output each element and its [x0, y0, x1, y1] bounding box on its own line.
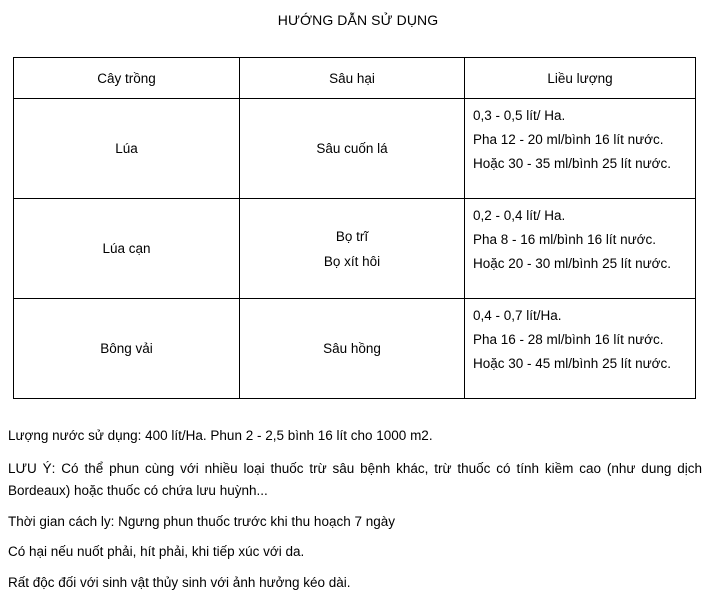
- crop-name: Bông vải: [100, 341, 153, 356]
- page-title: HƯỚNG DẪN SỬ DỤNG: [277, 12, 439, 28]
- crop-name: Lúa cạn: [102, 241, 151, 256]
- hazard-note: Có hại nếu nuốt phải, hít phải, khi tiếp xúc với da.: [8, 544, 305, 559]
- dosage-rate: 0,3 - 0,5 lít/ Ha.: [473, 108, 566, 123]
- pest-cell: [240, 299, 465, 399]
- header-crop: Cây trồng: [14, 58, 240, 99]
- crop-cell: [14, 199, 240, 299]
- pest-name: Sâu hồng: [323, 341, 381, 356]
- pest-cell: [240, 99, 465, 199]
- dosage-alt: Hoặc 20 - 30 ml/bình 25 lít nước.: [473, 256, 671, 271]
- dosage-mix: Pha 12 - 20 ml/bình 16 lít nước.: [473, 132, 664, 147]
- dosage-cell: [465, 299, 696, 399]
- caution-note: LƯU Ý: Có thể phun cùng với nhiều loại thuốc trừ sâu bệnh khác, trừ thuốc có tính kiềm cao (như dung dịch Bordeaux) hoặc thuốc có chứa lưu huỳnh...: [8, 461, 702, 498]
- dosage-rate: 0,2 - 0,4 lít/ Ha.: [473, 208, 566, 223]
- aquatic-toxicity-note: Rất độc đối với sinh vật thủy sinh với ảnh hưởng kéo dài.: [8, 575, 351, 590]
- pest-name: Sâu cuốn lá: [316, 141, 388, 156]
- water-volume-note: Lượng nước sử dụng: 400 lít/Ha. Phun 2 - 2,5 bình 16 lít cho 1000 m2.: [8, 428, 433, 443]
- table-row: [14, 299, 696, 399]
- header-pest: Sâu hại: [240, 58, 465, 99]
- preharvest-interval-note: Thời gian cách ly: Ngưng phun thuốc trước khi thu hoạch 7 ngày: [8, 514, 395, 529]
- table-row: [14, 99, 696, 199]
- dosage-mix: Pha 8 - 16 ml/bình 16 lít nước.: [473, 232, 656, 247]
- pest-name: Bọ trĩ: [335, 228, 369, 244]
- table-header-row: [14, 58, 696, 99]
- crop-cell: [14, 99, 240, 199]
- crop-cell: [14, 299, 240, 399]
- header-dosage: Liều lượng: [465, 58, 696, 99]
- crop-name: Lúa: [115, 141, 138, 156]
- dosage-alt: Hoặc 30 - 45 ml/bình 25 lít nước.: [473, 356, 671, 371]
- dosage-mix: Pha 16 - 28 ml/bình 16 lít nước.: [473, 332, 664, 347]
- usage-table: [13, 57, 696, 399]
- pest-cell: [240, 199, 465, 299]
- dosage-cell: [465, 199, 696, 299]
- dosage-alt: Hoặc 30 - 35 ml/bình 25 lít nước.: [473, 156, 671, 171]
- dosage-cell: [465, 99, 696, 199]
- table-row: [14, 199, 696, 299]
- pest-name: Bọ xít hôi: [323, 253, 381, 269]
- dosage-rate: 0,4 - 0,7 lít/Ha.: [473, 308, 562, 323]
